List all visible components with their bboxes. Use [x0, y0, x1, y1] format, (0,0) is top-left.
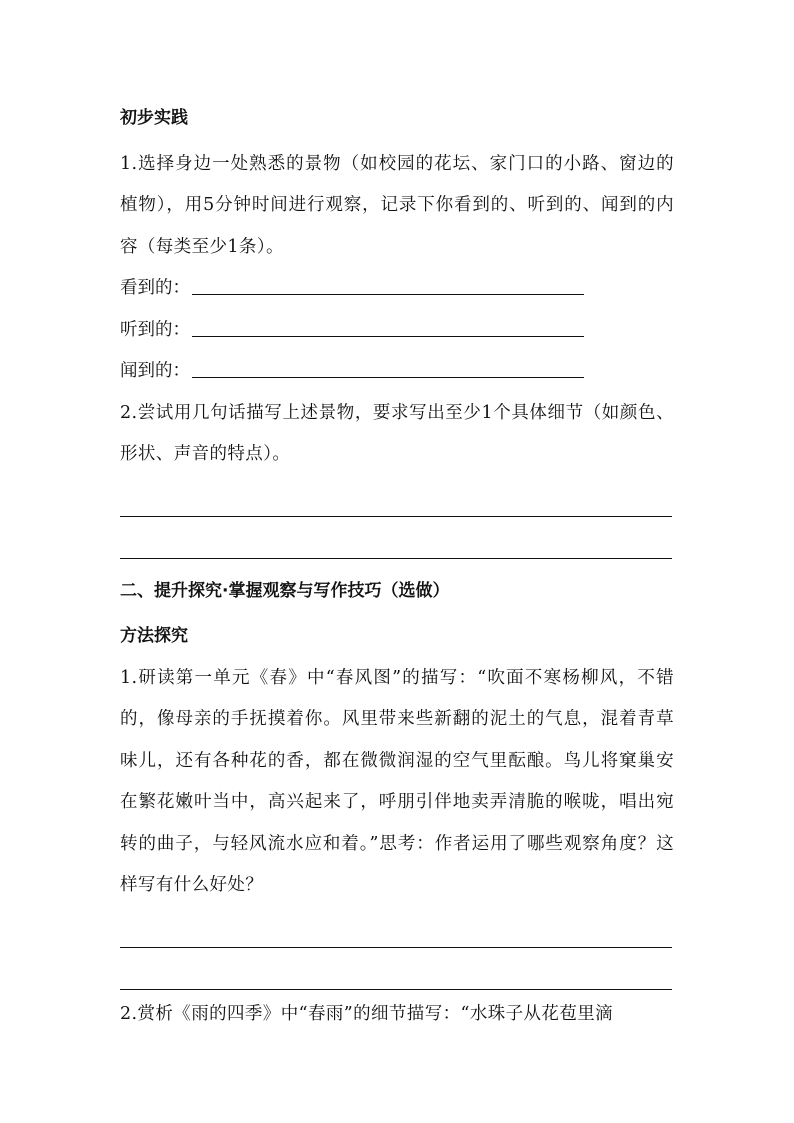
blank-line-heard[interactable] — [192, 335, 584, 337]
section-title-two: 二、提升探究·掌握观察与写作技巧（选做） — [120, 580, 450, 601]
question-method-1-text: 1.研读第一单元《春》中“春风图”的描写：“吹面不寒杨柳风，不错的，像母亲的手抚摸着你。风里带来些新翻的泥土的气息，混着青草味儿，还有各种花的香，都在微微润湿的空气里酝酿。鸟儿将窠巢安在繁花嫩叶当中，高兴起来了，呼朋引伴地卖弄清脆的喉咙，唱出宛转的曲子，与轻风流水应和着。”思考：作者运用了哪些观察角度？这样写有什么好处？ — [120, 667, 674, 895]
answer-line-q2-1[interactable] — [120, 476, 672, 518]
fill-row-seen — [120, 268, 674, 310]
blank-line-seen[interactable] — [192, 293, 584, 295]
fill-label-seen: 看到的： — [120, 278, 190, 298]
blank-line-smelled[interactable] — [192, 376, 584, 378]
subsection-title-method: 方法探究 — [120, 626, 188, 646]
fill-row-smelled — [120, 351, 674, 393]
question-1-text: 1.选择身边一处熟悉的景物（如校园的花坛、家门口的小路、窗边的植物），用5分钟时间进行观察，记录下你看到的、听到的、闻到的内容（每类至少1条）。 — [120, 153, 674, 257]
question-method-2-text: 2.赏析《雨的四季》中“春雨”的细节描写：“水珠子从花苞里滴 — [120, 1003, 614, 1024]
answer-line-method-1[interactable] — [120, 907, 672, 949]
section-title-practice: 初步实践 — [120, 108, 188, 128]
fill-label-heard: 听到的： — [120, 319, 190, 340]
answer-line-q2-2[interactable] — [120, 517, 672, 559]
fill-row-heard — [120, 310, 674, 352]
answer-line-method-2[interactable] — [120, 948, 672, 990]
question-2-text: 2.尝试用几句话描写上述景物，要求写出至少1个具体细节（如颜色、形状、声音的特点）。 — [120, 402, 674, 464]
fill-label-smelled: 闻到的： — [120, 361, 190, 381]
worksheet-page — [120, 98, 674, 1035]
